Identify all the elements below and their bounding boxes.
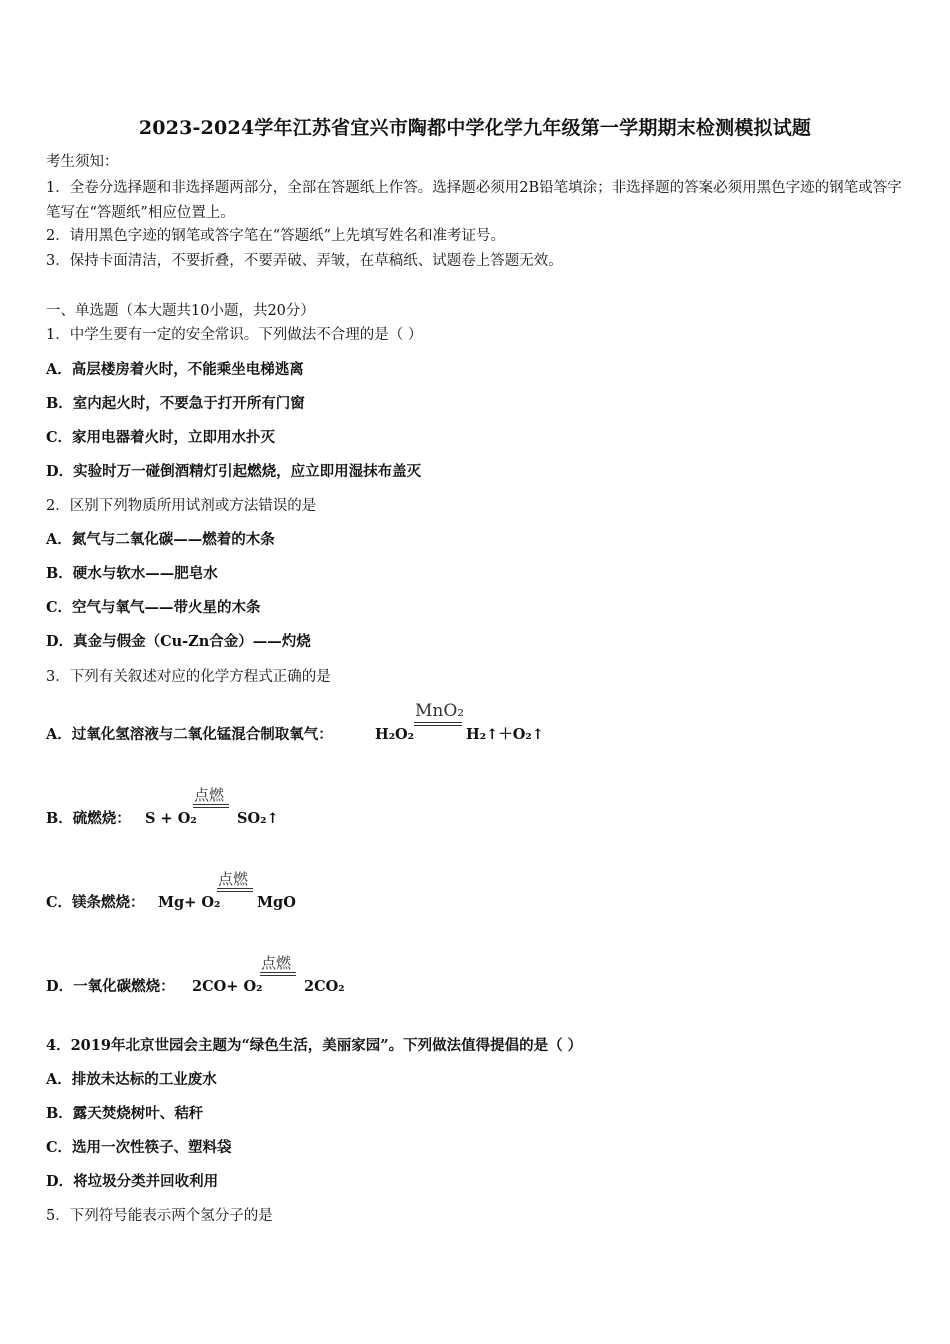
- q2-option-c: C．空气与氧气——带火星的木条: [46, 599, 261, 616]
- q3-c-bar-1: [217, 888, 253, 889]
- q4-option-c: C．选用一次性筷子、塑料袋: [46, 1139, 232, 1156]
- q3-b-bar-2: [193, 807, 229, 808]
- q3-a-bar-1: [414, 722, 462, 723]
- q3-d-text: D．一氧化碳燃烧：: [46, 978, 175, 995]
- q3-b-left: S + O₂: [145, 810, 197, 827]
- q3-c-left: Mg+ O₂: [158, 894, 221, 911]
- q2-option-b: B．硬水与软水——肥皂水: [46, 565, 218, 582]
- page-title: 2023-2024学年江苏省宜兴市陶都中学化学九年级第一学期期末检测模拟试题: [138, 117, 812, 139]
- notice-item-1: 1．全卷分选择题和非选择题两部分，全部在答题纸上作答。选择题必须用2B铅笔填涂；非选择题的答案必须用黑色字迹的钢笔或答字笔写在“答题纸”相应位置上。: [46, 180, 902, 221]
- notice-item-3: 3．保持卡面清洁，不要折叠，不要弄破、弄皱，在草稿纸、试题卷上答题无效。: [46, 253, 563, 269]
- q5-stem: 5．下列符号能表示两个氢分子的是: [46, 1208, 273, 1224]
- q1-option-b: B．室内起火时，不要急于打开所有门窗: [46, 395, 305, 412]
- q1-option-d: D．实验时万一碰倒酒精灯引起燃烧，应立即用湿抹布盖灭: [46, 463, 422, 480]
- q3-c-bar-2: [217, 891, 253, 892]
- q3-c-right: MgO: [257, 894, 296, 911]
- q3-d-bar-2: [260, 975, 296, 976]
- q3-b-condition: 点燃: [194, 786, 225, 804]
- q3-option-b: [46, 809, 131, 829]
- q3-a-bar-2: [414, 725, 462, 726]
- notice-heading: 考生须知：: [46, 154, 119, 170]
- q3-stem: 3．下列有关叙述对应的化学方程式正确的是: [46, 669, 331, 685]
- q2-option-d: D．真金与假金（Cu-Zn合金）——灼烧: [46, 633, 311, 650]
- q3-c-text: C．镁条燃烧：: [46, 894, 145, 911]
- notice-item-2: 2．请用黑色字迹的钢笔或答字笔在“答题纸”上先填写姓名和准考证号。: [46, 228, 506, 244]
- q4-option-a: A．排放未达标的工业废水: [46, 1071, 217, 1088]
- q1-stem: 1．中学生要有一定的安全常识。下列做法不合理的是（ ）: [46, 327, 423, 343]
- q3-b-text: B．硫燃烧：: [46, 810, 131, 827]
- q3-option-a: [46, 725, 333, 745]
- q3-d-condition: 点燃: [261, 954, 292, 972]
- q3-d-bar-1: [260, 972, 296, 973]
- q3-option-c: [46, 893, 145, 913]
- q3-b-right: SO₂↑: [237, 810, 279, 827]
- q3-option-d: [46, 977, 175, 997]
- q3-a-right: H₂↑＋O₂↑: [466, 726, 544, 743]
- q3-d-right: 2CO₂: [304, 978, 345, 995]
- q4-stem: 4．2019年北京世园会主题为“绿色生活，美丽家园”。下列做法值得提倡的是（ ）: [46, 1037, 583, 1054]
- q3-a-condition: MnO₂: [415, 701, 465, 721]
- q4-option-d: D．将垃圾分类并回收利用: [46, 1173, 219, 1190]
- q1-option-c: C．家用电器着火时，立即用水扑灭: [46, 429, 276, 446]
- q3-b-bar-1: [193, 804, 229, 805]
- q3-a-left: H₂O₂: [375, 726, 415, 743]
- q1-option-a: A．高层楼房着火时，不能乘坐电梯逃离: [46, 361, 304, 378]
- q3-c-condition: 点燃: [218, 870, 249, 888]
- q2-option-a: A．氮气与二氧化碳——燃着的木条: [46, 531, 275, 548]
- q4-option-b: B．露天焚烧树叶、秸秆: [46, 1105, 204, 1122]
- q3-d-left: 2CO+ O₂: [192, 978, 263, 995]
- section-heading: 一、单选题（本大题共10小题，共20分）: [46, 303, 315, 319]
- q3-a-text: A．过氧化氢溶液与二氧化锰混合制取氧气：: [46, 726, 333, 743]
- q2-stem: 2．区别下列物质所用试剂或方法错误的是: [46, 498, 317, 514]
